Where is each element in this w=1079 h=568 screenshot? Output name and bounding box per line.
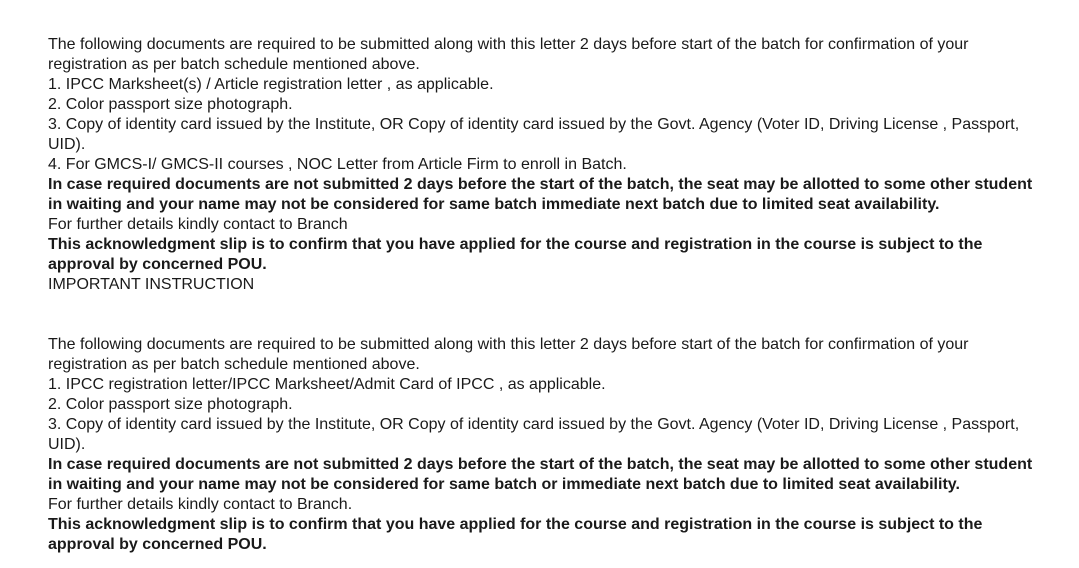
acknowledgment-text: This acknowledgment slip is to confirm that you have applied for the course and registration in the course is subject to the approval by concerned POU. [48,236,983,273]
document-item-1: 1. IPCC Marksheet(s) / Article registration letter , as applicable. [48,76,494,93]
important-instruction-heading: IMPORTANT INSTRUCTION [48,276,255,293]
instructions-section-2 [48,335,1038,555]
instructions-section-1 [48,35,1038,295]
documents-intro-text: The following documents are required to be submitted along with this letter 2 days before start of the batch for confirmation of your registration as per batch schedule mentioned above. [48,36,969,73]
contact-branch-text: For further details kindly contact to Branch [48,216,348,233]
document-item-3: 3. Copy of identity card issued by the Institute, OR Copy of identity card issued by the Govt. Agency (Voter ID, Driving License , Passport, UID). [48,116,1020,153]
document-item-2: 2. Color passport size photograph. [48,96,293,113]
contact-branch-text: For further details kindly contact to Branch. [48,496,353,513]
seat-warning-text: In case required documents are not submitted 2 days before the start of the batch, the seat may be allotted to some other student in waiting and your name may not be considered for same batch or immediate next batch due to limited seat availability. [48,456,1033,493]
acknowledgment-text: This acknowledgment slip is to confirm that you have applied for the course and registration in the course is subject to the approval by concerned POU. [48,516,983,553]
document-item-3: 3. Copy of identity card issued by the Institute, OR Copy of identity card issued by the Govt. Agency (Voter ID, Driving License , Passport, UID). [48,416,1020,453]
document-item-2: 2. Color passport size photograph. [48,396,293,413]
seat-warning-text: In case required documents are not submitted 2 days before the start of the batch, the seat may be allotted to some other student in waiting and your name may not be considered for same batch immediate next batch due to limited seat availability. [48,176,1033,213]
documents-intro-text: The following documents are required to be submitted along with this letter 2 days before start of the batch for confirmation of your registration as per batch schedule mentioned above. [48,336,969,373]
document-item-4: 4. For GMCS-I/ GMCS-II courses , NOC Letter from Article Firm to enroll in Batch. [48,156,627,173]
document-item-1: 1. IPCC registration letter/IPCC Marksheet/Admit Card of IPCC , as applicable. [48,376,606,393]
